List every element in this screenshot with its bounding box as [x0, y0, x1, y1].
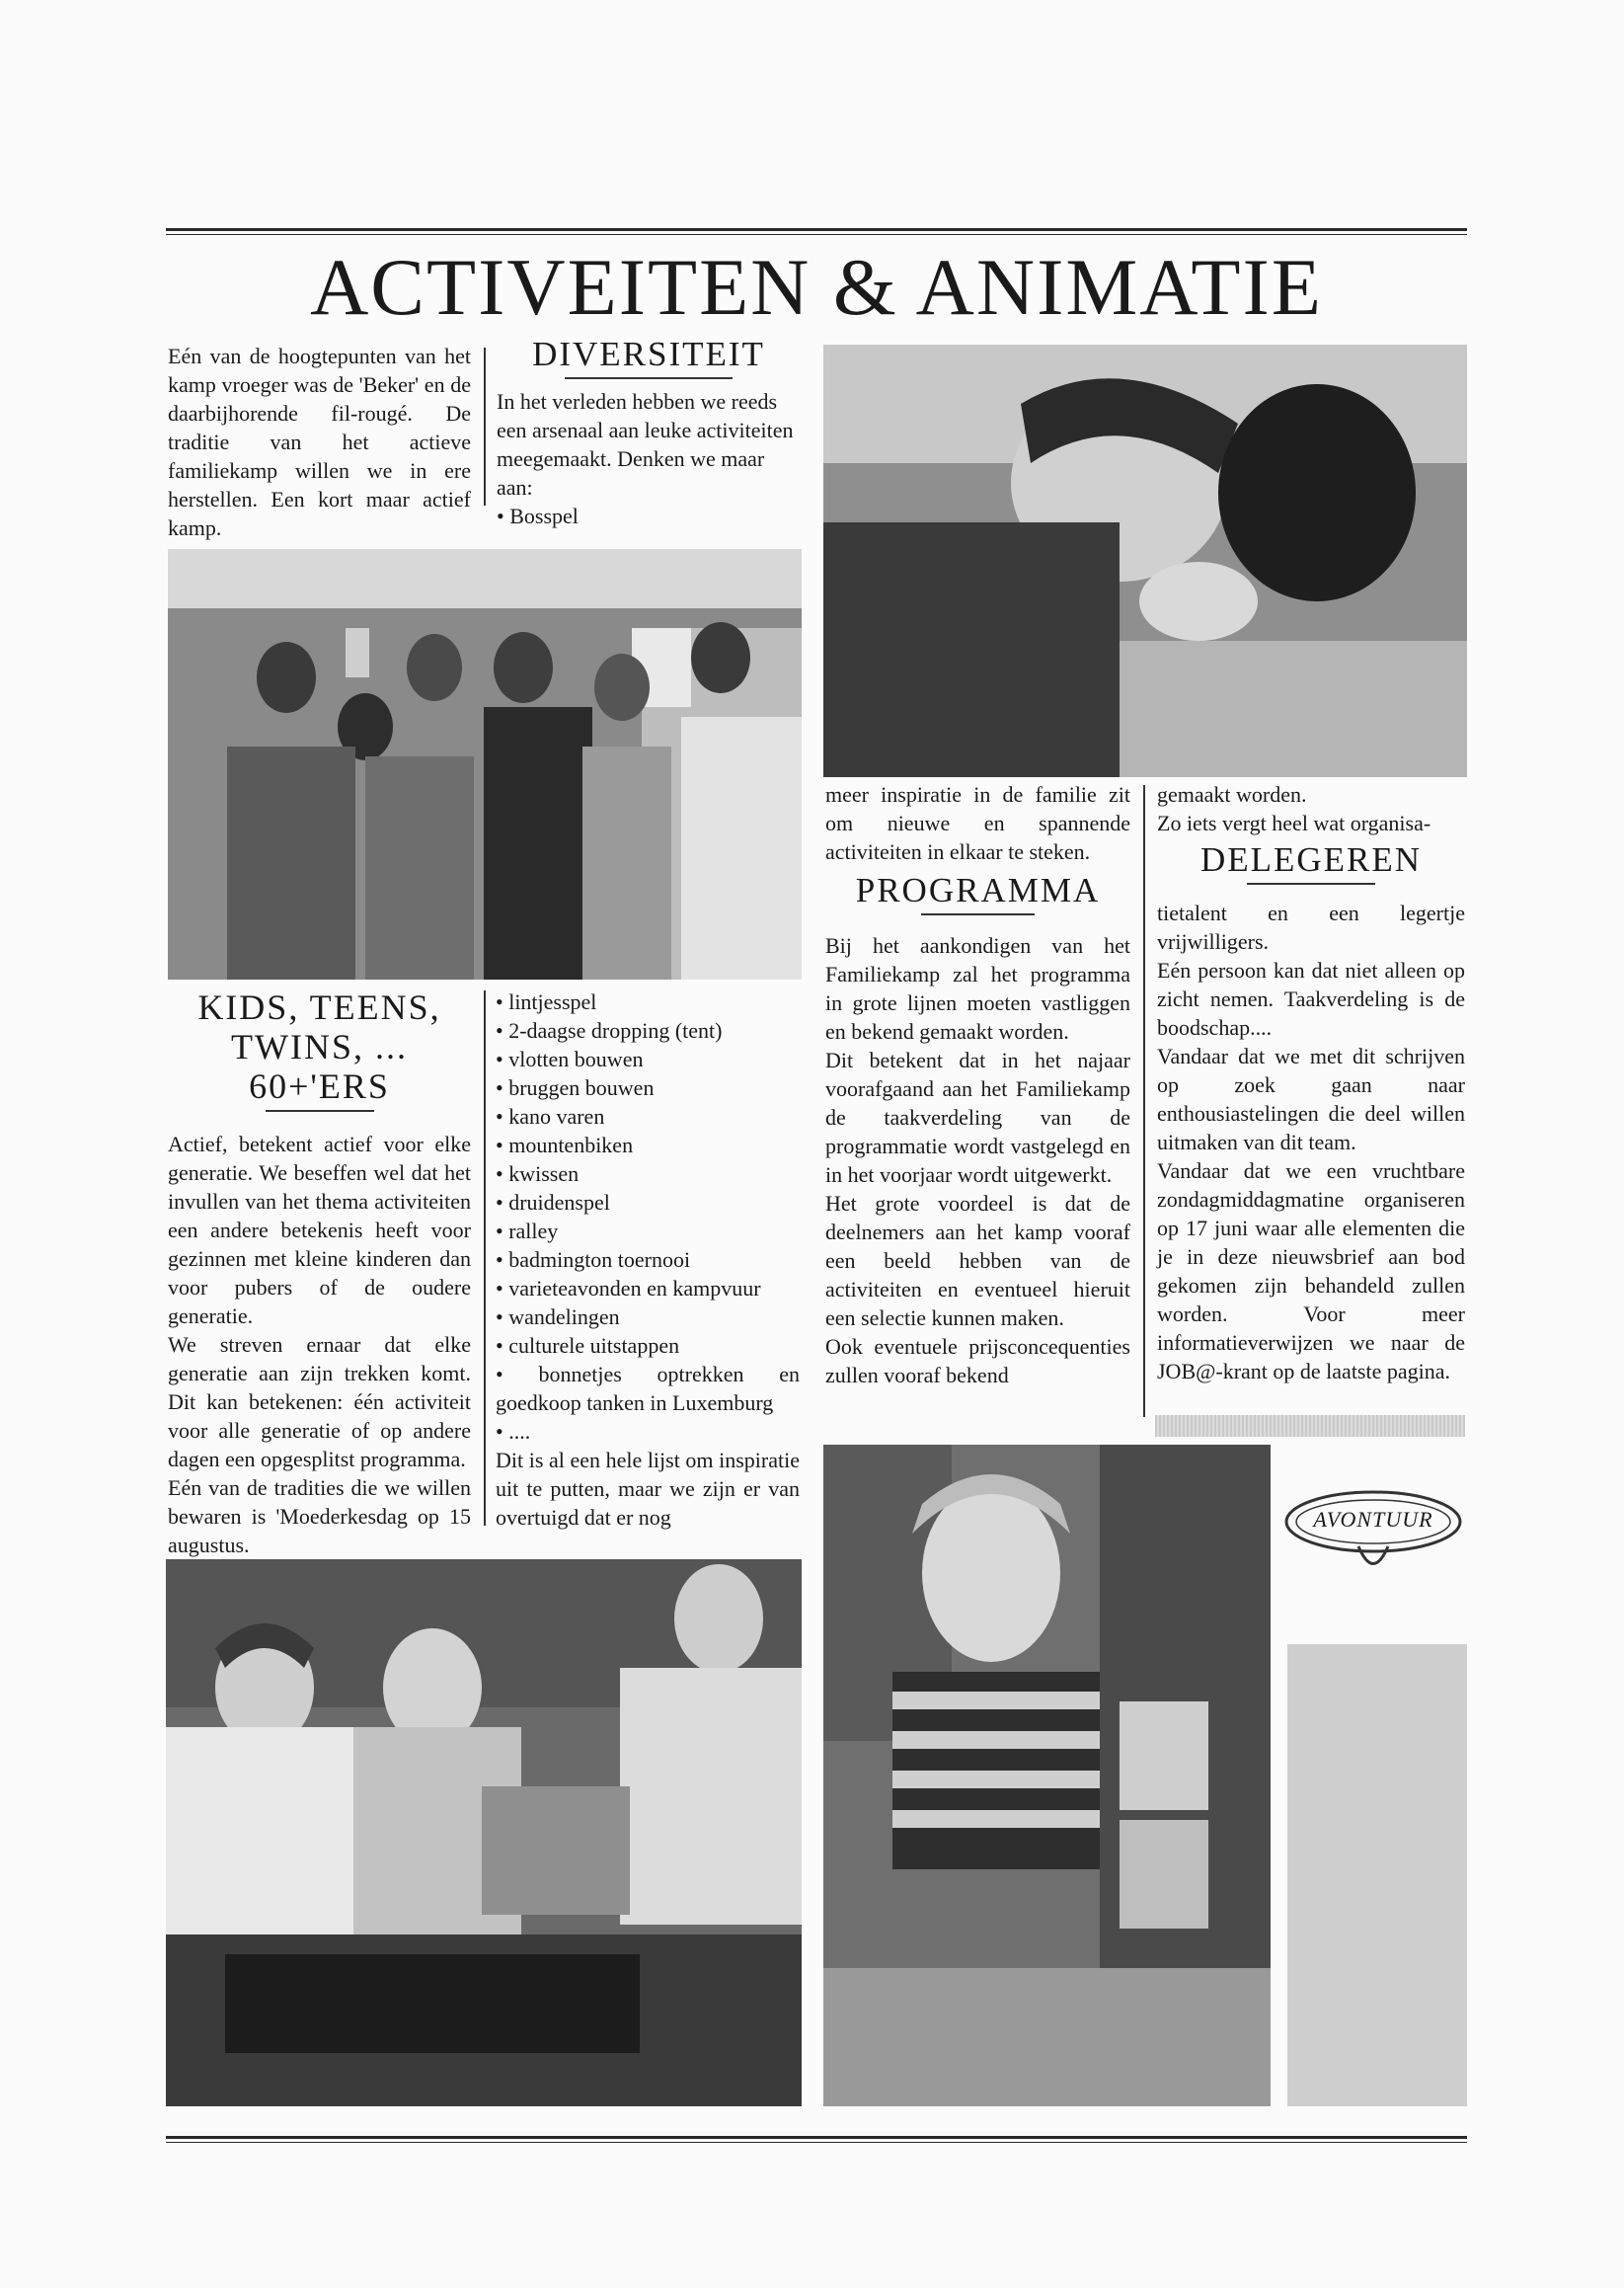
- kids-heading-line1: KIDS, TEENS,: [197, 987, 441, 1027]
- kids-paragraph-2: We streven ernaar dat elke generatie aan zijn trekken komt. Dit kan betekenen: één activiteit voor alle generatie of op andere dagen een opgesplitst programma.: [168, 1332, 471, 1471]
- heading-underline: [921, 913, 1035, 915]
- delegeren-heading: DELEGEREN: [1199, 840, 1423, 879]
- diversiteit-first-item: • Bosspel: [497, 504, 579, 528]
- decorative-strip: [1155, 1415, 1465, 1437]
- list-item: • wandelingen: [496, 1304, 620, 1329]
- intro-text: Eén van de hoogtepunten van het kamp vroeger was de 'Beker' en de daarbijhorende fil-rougé. De traditie van het actieve familiekamp willen we in ere herstellen. Een kort maar actief kamp.: [168, 344, 471, 540]
- list-item: • kwissen: [496, 1161, 580, 1186]
- programma-paragraph-4: Ook eventuele prijsconcequenties zullen vooraf bekend: [825, 1334, 1130, 1387]
- delegeren-lead-1: gemaakt worden.: [1157, 782, 1307, 807]
- delegeren-column: [1157, 780, 1465, 1385]
- column-divider: [1143, 785, 1145, 1417]
- list-item: • bruggen bouwen: [496, 1075, 655, 1100]
- bottom-rule: [166, 2136, 1467, 2139]
- programma-column: [825, 780, 1130, 1389]
- list-item: • badmington toernooi: [496, 1247, 691, 1272]
- delegeren-paragraph-3: Vandaar dat we met dit schrijven op zoek gaan naar enthousiastelingen die deel willen uitmaken van dit team.: [1157, 1044, 1465, 1154]
- diversiteit-text: In het verleden hebben we reeds een arsenaal aan leuke activiteiten meegemaakt. Denken we maar aan:: [497, 389, 794, 500]
- list-item: • bonnetjes optrekken en goedkoop tanken in Luxemburg: [496, 1362, 800, 1415]
- list-item: • kano varen: [496, 1104, 605, 1129]
- photo-drawing-at-table: [823, 345, 1467, 777]
- logo: [1279, 1467, 1467, 1586]
- heading-underline: [266, 1110, 374, 1112]
- list-item: • mountenbiken: [496, 1133, 634, 1157]
- page-title: ACTIVEITEN & ANIMATIE: [310, 242, 1323, 332]
- list-item: • ....: [496, 1419, 531, 1444]
- list-item: • varieteavonden en kampvuur: [496, 1276, 761, 1301]
- list-closing-text: Dit is al een hele lijst om inspiratie uit te putten, maar we zijn er van overtuigd dat er nog: [496, 1448, 800, 1530]
- list-item: • ralley: [496, 1219, 559, 1243]
- kids-paragraph-3: Eén van de tradities die we willen bewaren is 'Moederkesdag op 15 augustus.: [168, 1475, 471, 1557]
- list-item: • vlotten bouwen: [496, 1047, 644, 1071]
- list-item: • lintjesspel: [496, 989, 597, 1014]
- heading-underline: [565, 377, 733, 379]
- photo-barbecue: [166, 1559, 802, 2106]
- programma-paragraph-2: Dit betekent dat in het najaar voorafgaand aan het Familiekamp de taakverdeling van de programmatie wordt vastgelegd en in het voorjaar wordt uitgewerkt.: [825, 1048, 1130, 1187]
- delegeren-paragraph-1: tietalent en een legertje vrijwilligers.: [1157, 901, 1465, 954]
- top-rule-thin: [166, 234, 1467, 235]
- diversiteit-heading: DIVERSITEIT: [532, 335, 765, 373]
- list-item: • culturele uitstappen: [496, 1333, 680, 1358]
- kids-paragraph-1: Actief, betekent actief voor elke generatie. We beseffen wel dat het invullen van het thema activiteiten een andere betekenis heeft voor gezinnen met kleine kinderen dan voor pubers of de oudere generatie.: [168, 1132, 471, 1328]
- grey-placeholder-box: [1287, 1644, 1467, 2106]
- top-rule: [166, 228, 1467, 231]
- activities-list: [496, 987, 800, 1446]
- column-divider: [484, 348, 486, 506]
- delegeren-paragraph-4: Vandaar dat we een vruchtbare zondagmiddagmatine organiseren op 17 juni waar alle elementen die je in deze nieuwsbrief aan bod gekomen zijn behandeld zullen worden. Voor meer informatieverwijzen we naar de JOB@-krant op de laatste pagina.: [1157, 1158, 1465, 1383]
- list-item: • 2-daagse dropping (tent): [496, 1018, 723, 1043]
- kids-heading-line2: TWINS, ... 60+'ERS: [231, 1027, 408, 1106]
- delegeren-lead-2: Zo iets vergt heel wat organisa-: [1157, 811, 1431, 835]
- photo-girl-with-cans: [823, 1445, 1271, 2106]
- photo-group-with-trophy: [168, 549, 802, 980]
- intro-column: [168, 342, 471, 542]
- diversiteit-column: [497, 336, 801, 530]
- programma-paragraph-3: Het grote voordeel is dat de deelnemers aan het kamp vooraf een beeld hebben van de activiteiten en eventueel hieruit een selectie kunnen maken.: [825, 1191, 1130, 1330]
- activities-list-column: [496, 987, 800, 1532]
- programma-lead: meer inspiratie in de familie zit om nieuwe en spannende activiteiten in elkaar te steken.: [825, 782, 1130, 864]
- kids-column: [168, 987, 471, 1559]
- logo-text: AVONTUUR: [1313, 1507, 1433, 1532]
- column-divider: [484, 990, 486, 1526]
- bottom-rule-thin: [166, 2142, 1467, 2143]
- programma-heading: PROGRAMMA: [855, 871, 1101, 909]
- list-item: • druidenspel: [496, 1190, 610, 1215]
- heading-underline: [1247, 883, 1375, 885]
- delegeren-paragraph-2: Eén persoon kan dat niet alleen op zicht nemen. Taakverdeling is de boodschap....: [1157, 958, 1465, 1040]
- programma-paragraph-1: Bij het aankondigen van het Familiekamp zal het programma in grote lijnen moeten vastliggen en bekend gemaakt worden.: [825, 933, 1130, 1044]
